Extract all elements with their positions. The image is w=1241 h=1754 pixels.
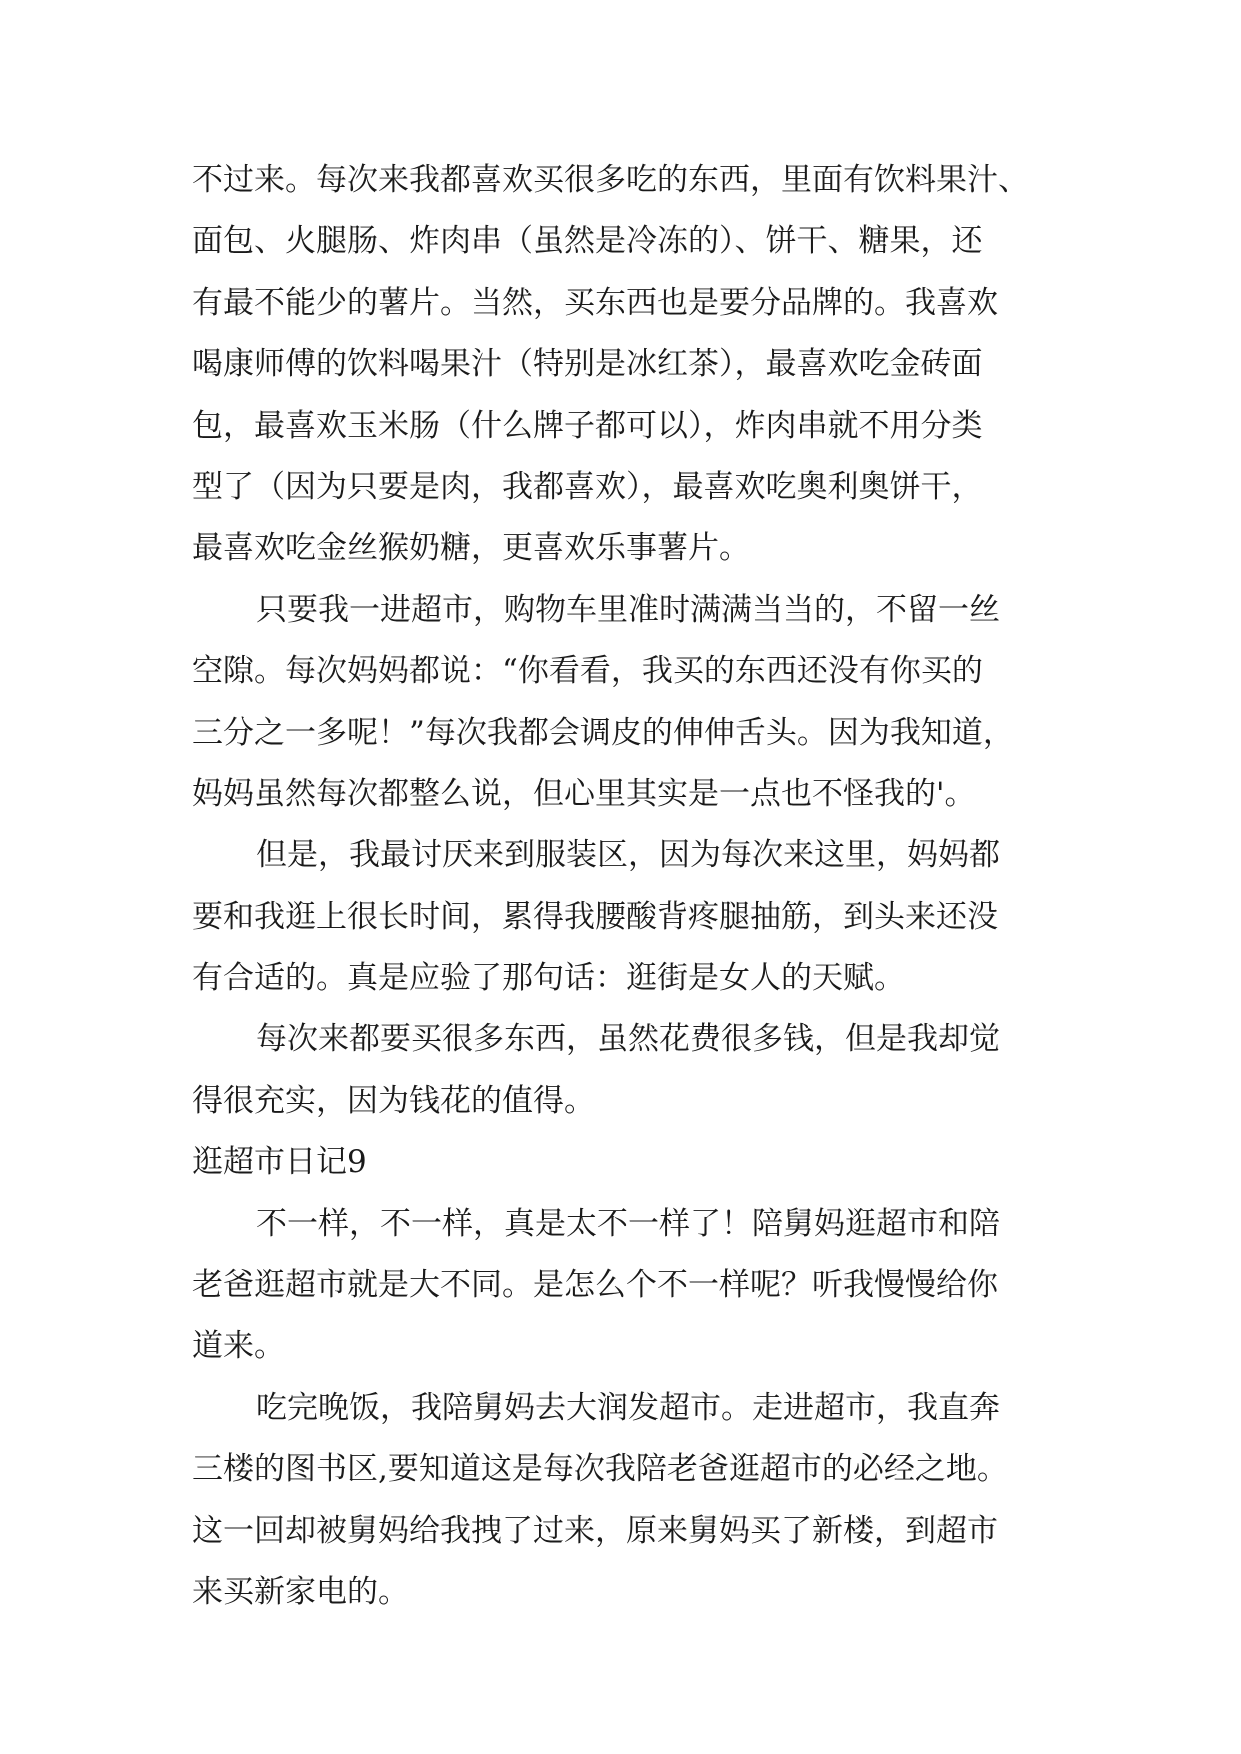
text-line: 面包、火腿肠、炸肉串（虽然是冷冻的）、饼干、糖果，还 [192, 223, 983, 260]
text-line: 包，最喜欢玉米肠（什么牌子都可以），炸肉串就不用分类 [192, 407, 983, 444]
text-line: 有合适的。真是应验了那句话：逛街是女人的天赋。 [192, 960, 905, 997]
paragraph-start-line: 每次来都要买很多东西，虽然花费很多钱，但是我却觉 [256, 1021, 1000, 1058]
paragraph-start-line: 只要我一进超市，购物车里准时满满当当的，不留一丝 [256, 591, 1000, 628]
paragraph-start-line: 吃完晚饭，我陪舅妈去大润发超市。走进超市，我直奔 [256, 1389, 1000, 1426]
text-line: 得很充实，因为钱花的值得。 [192, 1082, 595, 1119]
text-line: 喝康师傅的饮料喝果汁（特别是冰红茶），最喜欢吃金砖面 [192, 346, 983, 383]
paragraph-start-line: 但是，我最讨厌来到服装区，因为每次来这里，妈妈都 [256, 837, 1000, 874]
section-heading: 逛超市日记9 [192, 1144, 367, 1181]
text-line: 有最不能少的薯片。当然，买东西也是要分品牌的。我喜欢 [192, 284, 998, 321]
text-line: 三分之一多呢！”每次我都会调皮的伸伸舌头。因为我知道， [192, 714, 1014, 751]
text-line: 老爸逛超市就是大不同。是怎么个不一样呢？听我慢慢给你 [192, 1267, 998, 1304]
document-body [192, 150, 1072, 1623]
text-line: 妈妈虽然每次都整么说，但心里其实是一点也不怪我的'。 [192, 775, 976, 812]
text-line: 三楼的图书区,要知道这是每次我陪老爸逛超市的必经之地。 [192, 1451, 1008, 1488]
text-line: 不过来。每次来我都喜欢买很多吃的东西，里面有饮料果汁、 [192, 162, 1029, 198]
text-line: 道来。 [192, 1328, 285, 1365]
text-line: 型了（因为只要是肉，我都喜欢），最喜欢吃奥利奥饼干， [192, 468, 983, 505]
text-line: 来买新家电的。 [192, 1573, 409, 1610]
text-line: 空隙。每次妈妈都说：“你看看，我买的东西还没有你买的 [192, 653, 983, 690]
text-line: 最喜欢吃金丝猴奶糖，更喜欢乐事薯片。 [192, 530, 750, 567]
text-line: 要和我逛上很长时间，累得我腰酸背疼腿抽筋，到头来还没 [192, 898, 998, 935]
paragraph-start-line: 不一样，不一样，真是太不一样了！陪舅妈逛超市和陪 [256, 1205, 1000, 1242]
text-line: 这一回却被舅妈给我拽了过来，原来舅妈买了新楼，到超市 [192, 1512, 998, 1549]
